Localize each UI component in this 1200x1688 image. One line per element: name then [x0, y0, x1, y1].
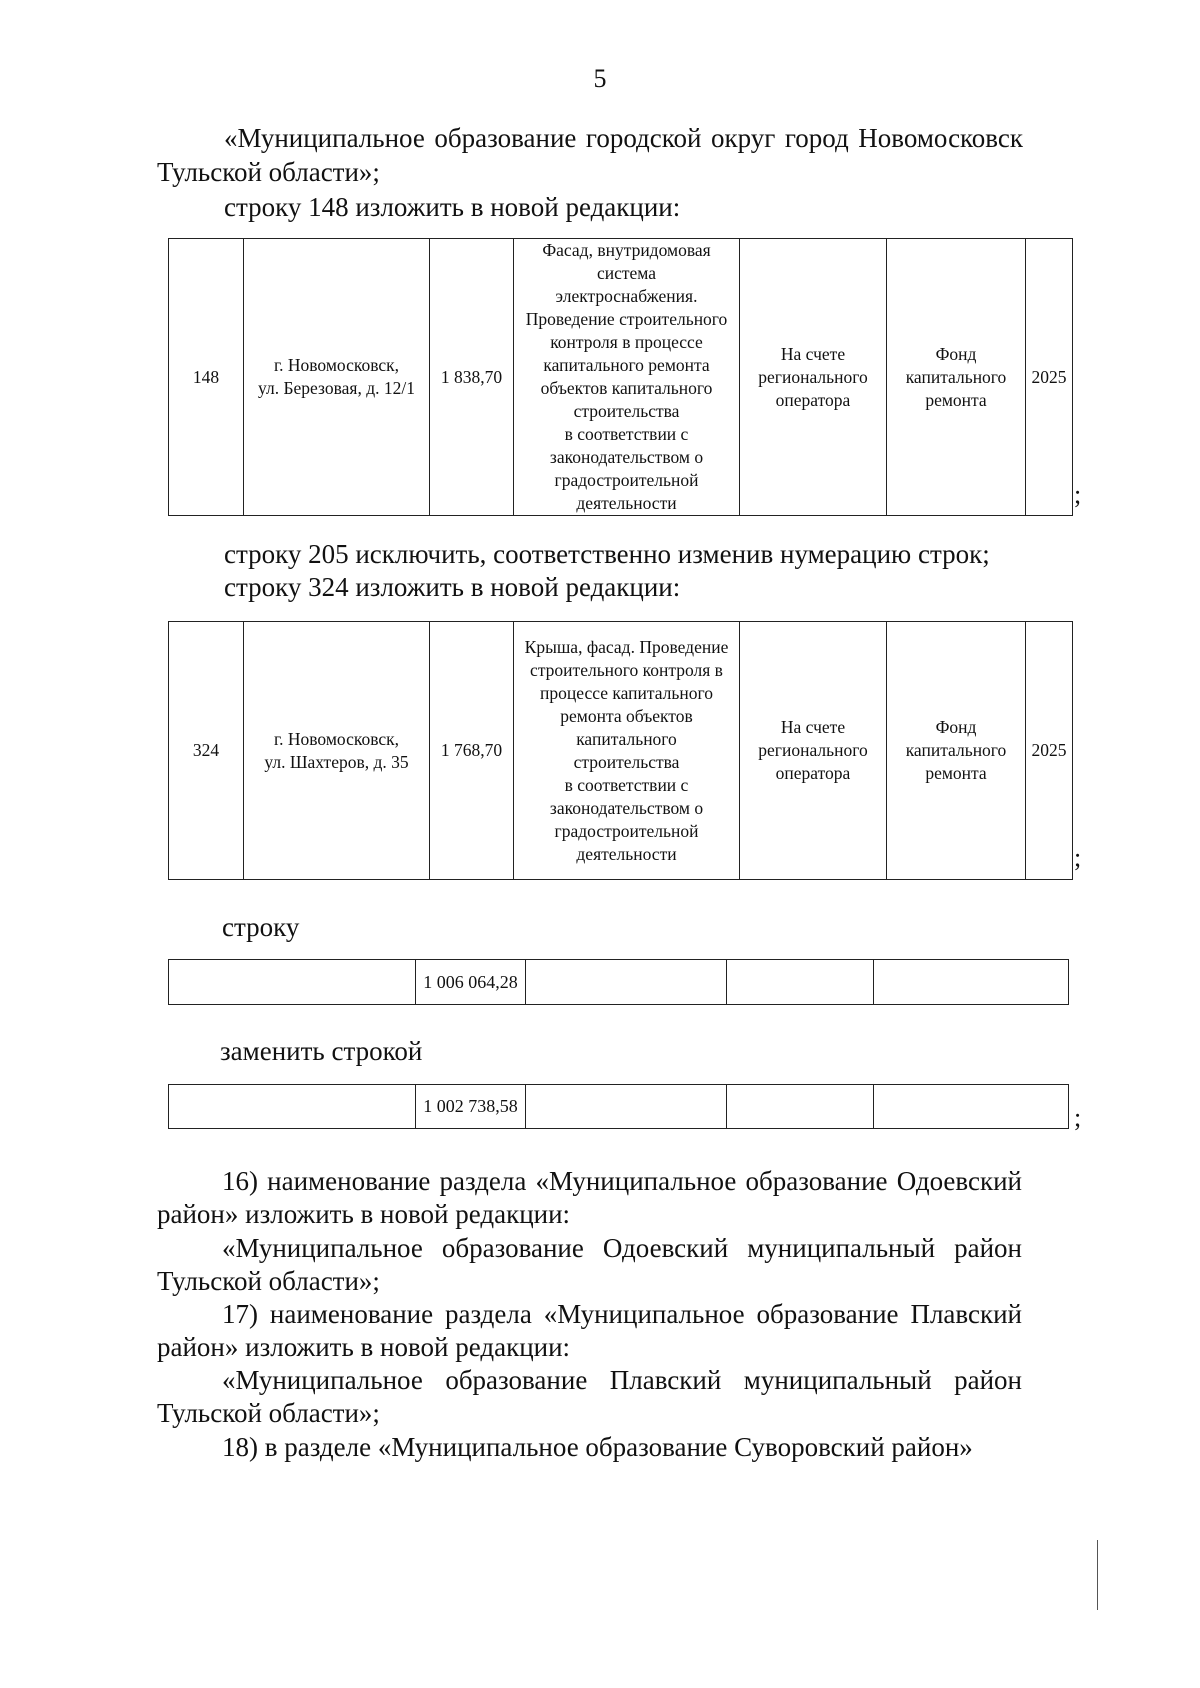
address-cell: г. Новомосковск, ул. Шахтеров, д. 35	[244, 622, 430, 880]
table-row-324	[168, 621, 1073, 880]
intro-line-1: «Муниципальное образование городской округ город Новомосковск	[224, 123, 1023, 153]
empty-cell	[727, 1085, 874, 1129]
address-cell: г. Новомосковск, ул. Березовая, д. 12/1	[244, 239, 430, 516]
year-cell: 2025	[1026, 622, 1073, 880]
intro-line-2: Тульской области»;	[157, 157, 380, 187]
empty-cell	[169, 960, 416, 1005]
item-16-line-1: 16) наименование раздела «Муниципальное образование Одоевский	[222, 1166, 1022, 1196]
row-number-cell: 324	[169, 622, 244, 880]
item-17-line-2: район» изложить в новой редакции:	[157, 1332, 571, 1362]
work-type-cell: Крыша, фасад. Проведение строительного контроля в процессе капитального ремонта объектов капитального строительства в соответствии с законодательством о градостроительной деятельности	[514, 622, 740, 880]
table4-semicolon: ;	[1074, 1103, 1082, 1132]
item-17-line-4: Тульской области»;	[157, 1398, 380, 1428]
account-cell: На счете регионального оператора	[740, 239, 887, 516]
table-total-old	[168, 959, 1069, 1005]
cost-cell: 1 768,70	[430, 622, 514, 880]
row-label: строку	[222, 912, 300, 942]
item-18-line-1: 18) в разделе «Муниципальное образование Суворовский район»	[222, 1432, 973, 1462]
empty-cell	[169, 1085, 416, 1129]
replace-label: заменить строкой	[220, 1036, 423, 1066]
account-cell: На счете регионального оператора	[740, 622, 887, 880]
mid-line-1: строку 205 исключить, соответственно изменив нумерацию строк;	[224, 539, 990, 569]
work-type-cell: Фасад, внутридомовая система электроснабжения. Проведение строительного контроля в процессе капитального ремонта объектов капитального строительства в соответствии с законодательством о градостроительной деятельности	[514, 239, 740, 516]
table1-semicolon: ;	[1074, 480, 1082, 509]
item-16-line-2: район» изложить в новой редакции:	[157, 1199, 571, 1229]
cost-cell: 1 838,70	[430, 239, 514, 516]
total-value-cell: 1 006 064,28	[416, 960, 526, 1005]
fund-cell: Фонд капитального ремонта	[887, 622, 1026, 880]
item-17-line-1: 17) наименование раздела «Муниципальное образование Плавский	[222, 1299, 1022, 1329]
total-value-cell: 1 002 738,58	[416, 1085, 526, 1129]
year-cell: 2025	[1026, 239, 1073, 516]
mid-line-2: строку 324 изложить в новой редакции:	[224, 572, 681, 602]
fund-cell: Фонд капитального ремонта	[887, 239, 1026, 516]
table-total-new	[168, 1084, 1069, 1129]
empty-cell	[874, 1085, 1069, 1129]
table2-semicolon: ;	[1074, 843, 1082, 872]
item-16-line-3: «Муниципальное образование Одоевский муниципальный район	[222, 1233, 1022, 1263]
item-17-line-3: «Муниципальное образование Плавский муниципальный район	[222, 1365, 1022, 1395]
table-row-148	[168, 238, 1073, 516]
intro-line-3: строку 148 изложить в новой редакции:	[224, 192, 681, 222]
row-number-cell: 148	[169, 239, 244, 516]
empty-cell	[727, 960, 874, 1005]
scan-edge-line	[1097, 1540, 1098, 1610]
item-16-line-4: Тульской области»;	[157, 1266, 380, 1296]
empty-cell	[874, 960, 1069, 1005]
page-number: 5	[593, 64, 607, 93]
empty-cell	[526, 960, 727, 1005]
empty-cell	[526, 1085, 727, 1129]
